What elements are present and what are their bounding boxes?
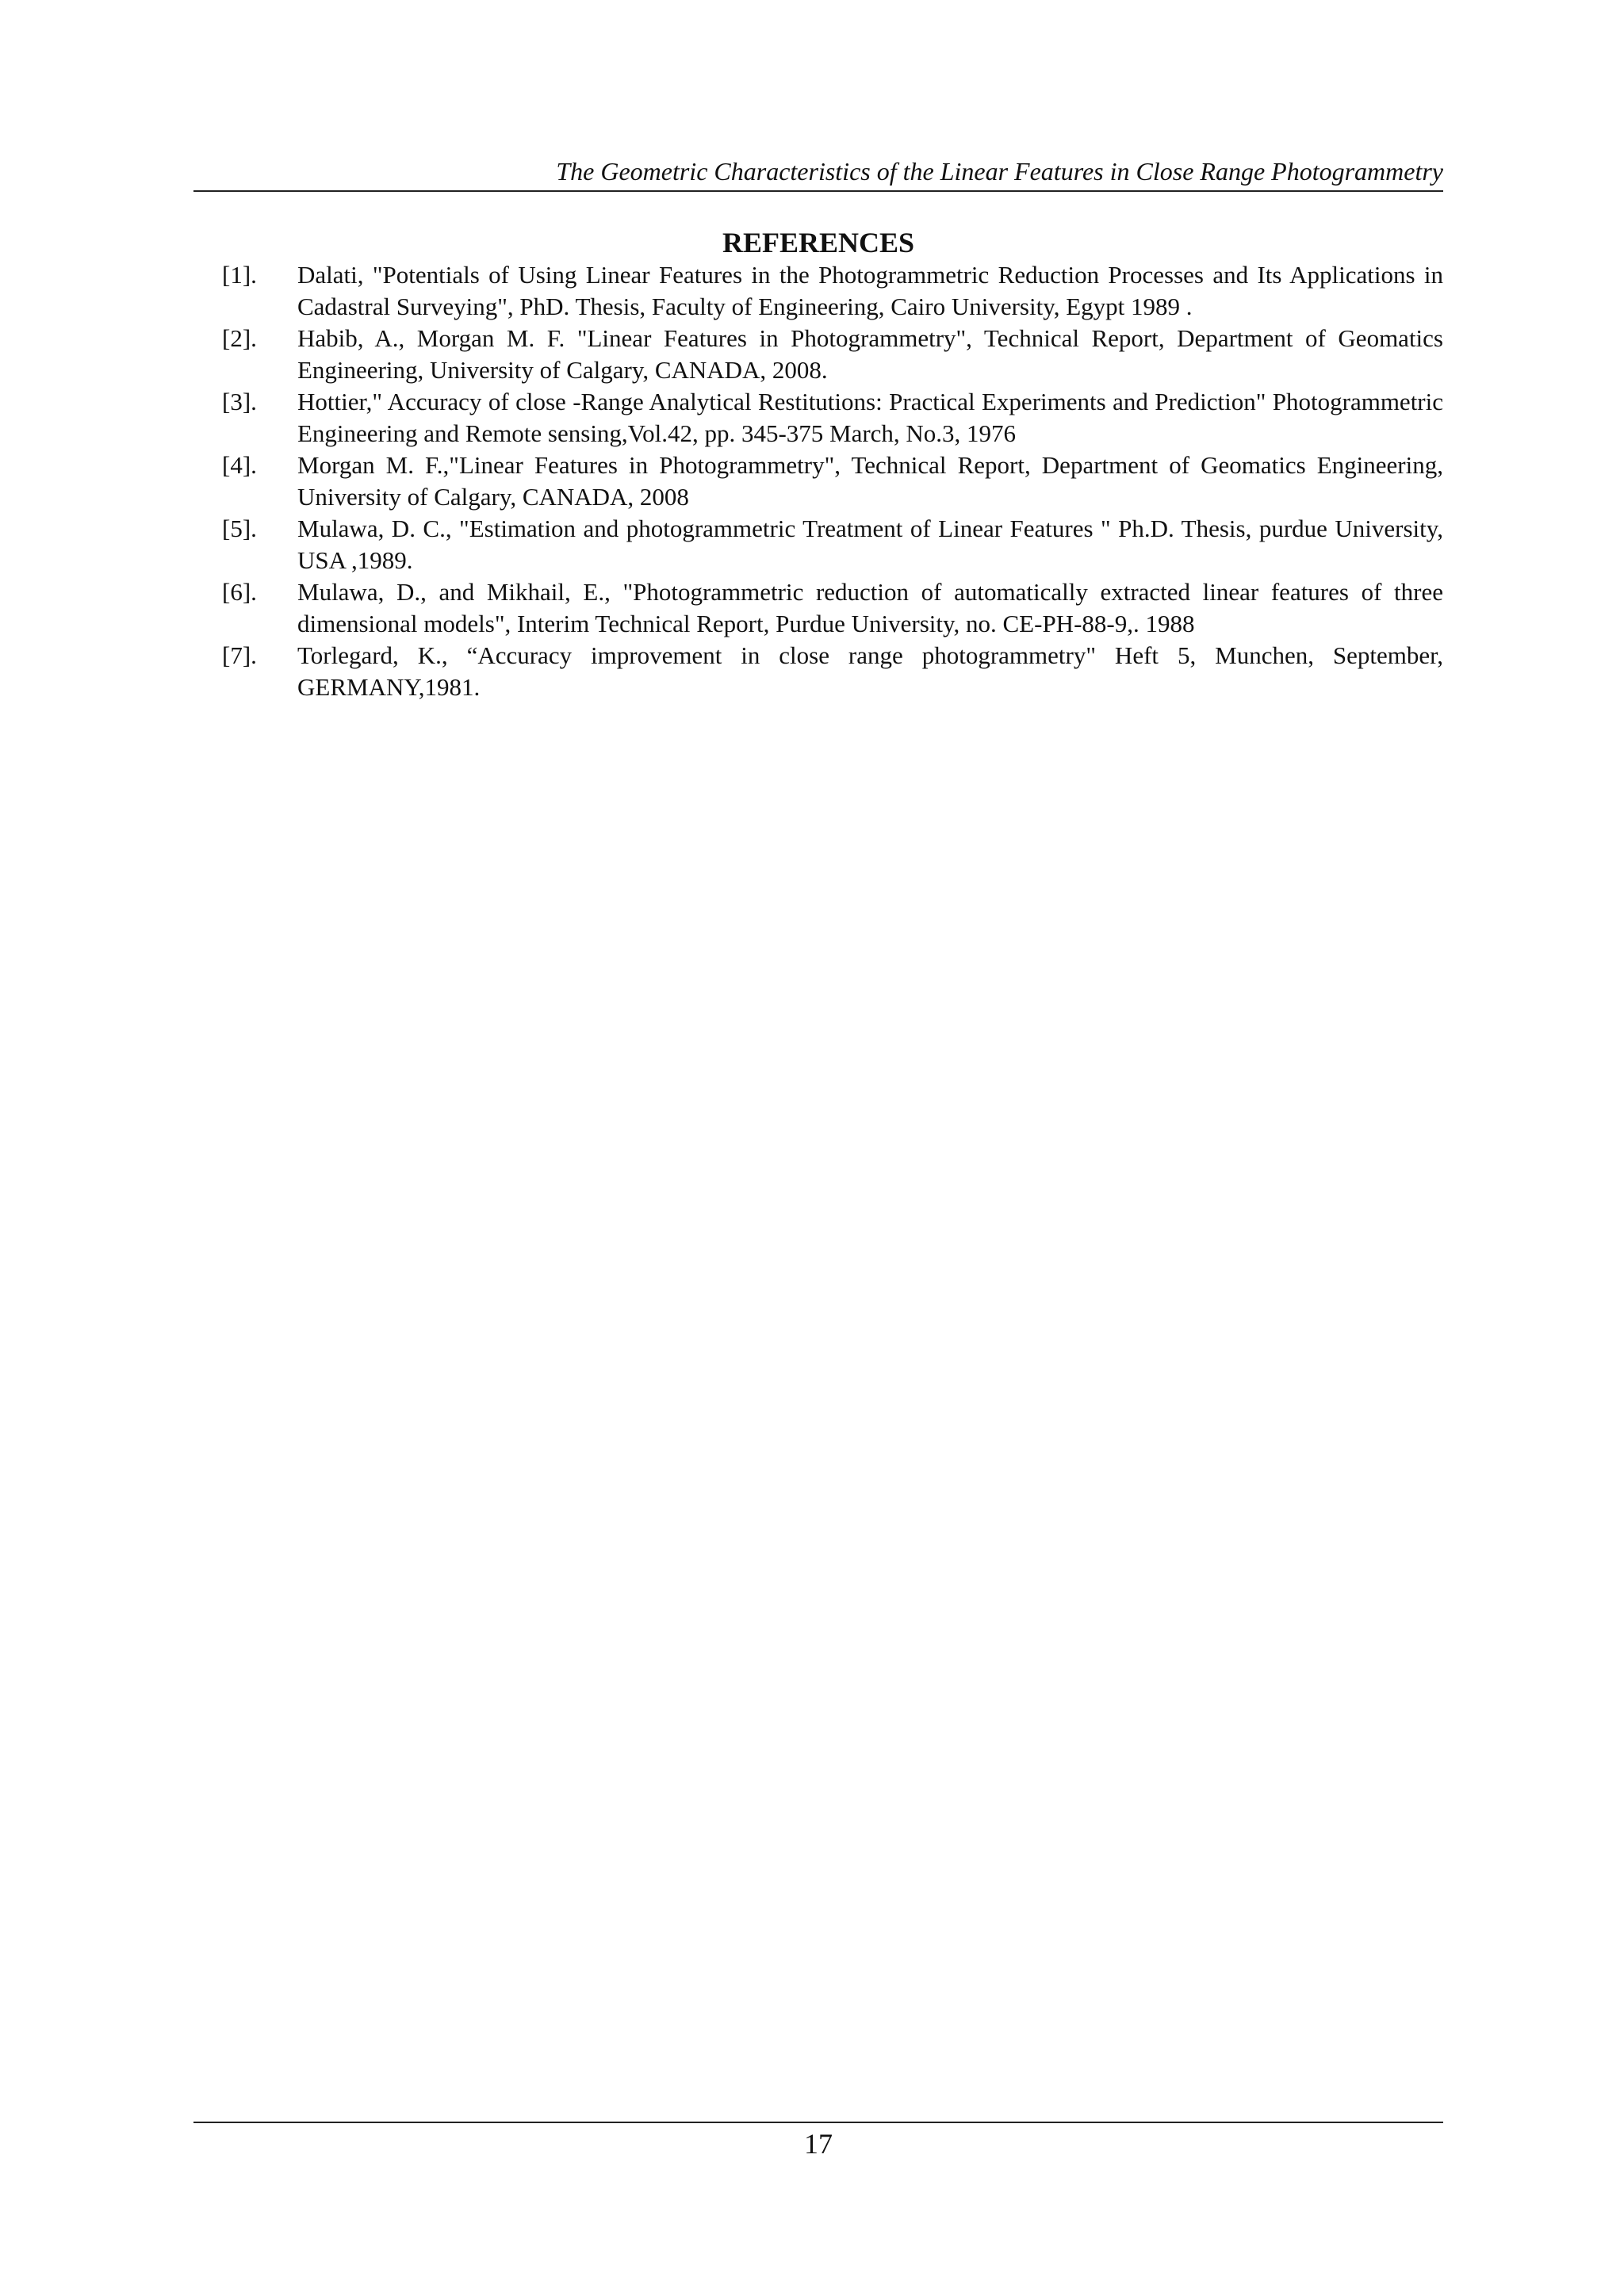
reference-number: [2]. [222,324,257,352]
reference-item-3 [193,386,1443,450]
reference-item-1 [193,259,1443,323]
reference-number: [5]. [222,515,257,542]
reference-text: Morgan M. F.,"Linear Features in Photogrammetry", Technical Report, Department of Geomatics Engineering, University of Calgary, CANADA, 2008 [297,451,1443,511]
reference-list [193,259,1443,703]
page-number: 17 [804,2128,833,2160]
reference-text: Habib, A., Morgan M. F. "Linear Features in Photogrammetry", Technical Report, Department of Geomatics Engineering, University of Calgary, CANADA, 2008. [297,324,1443,384]
reference-text: Hottier," Accuracy of close -Range Analytical Restitutions: Practical Experiments and Prediction" Photogrammetric Engineering and Remote sensing,Vol.42, pp. 345-375 March, No.3, 1976 [297,388,1443,447]
footer-divider [193,2122,1443,2123]
running-header: The Geometric Characteristics of the Linear Features in Close Range Photogrammetry [556,157,1443,186]
reference-item-6 [193,576,1443,640]
header-divider [193,190,1443,192]
reference-text: Torlegard, K., “Accuracy improvement in close range photogrammetry" Heft 5, Munchen, September, GERMANY,1981. [297,641,1443,701]
reference-item-2 [193,323,1443,386]
reference-text: Mulawa, D., and Mikhail, E., "Photogrammetric reduction of automatically extracted linear features of three dimensional models", Interim Technical Report, Purdue University, no. CE-PH-88-9,. 1988 [297,578,1443,637]
reference-item-7 [193,640,1443,703]
reference-item-4 [193,450,1443,513]
reference-number: [1]. [222,261,257,289]
reference-number: [6]. [222,578,257,606]
reference-number: [4]. [222,451,257,479]
reference-item-5 [193,513,1443,576]
reference-text: Dalati, "Potentials of Using Linear Features in the Photogrammetric Reduction Processes and Its Applications in Cadastral Surveying", PhD. Thesis, Faculty of Engineering, Cairo University, Egypt 1989 . [297,261,1443,320]
references-heading: REFERENCES [722,227,915,258]
reference-number: [3]. [222,388,257,415]
reference-number: [7]. [222,641,257,669]
reference-text: Mulawa, D. C., "Estimation and photogrammetric Treatment of Linear Features " Ph.D. Thesis, purdue University, USA ,1989. [297,515,1443,574]
